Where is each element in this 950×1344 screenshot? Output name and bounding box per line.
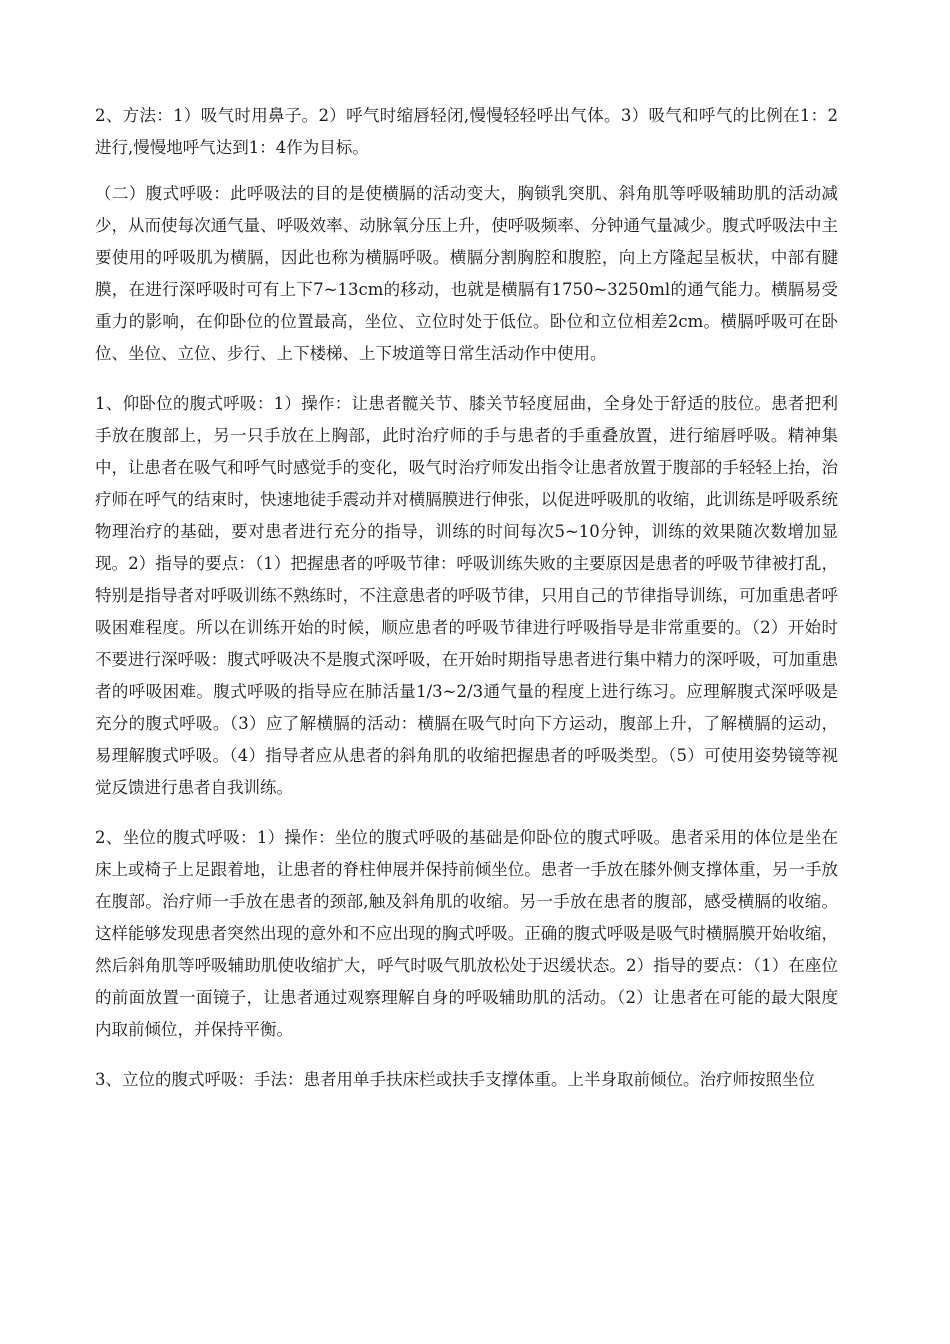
paragraph-standing-abdominal-breathing: 3、立位的腹式呼吸：手法：患者用单手扶床栏或扶手支撑体重。上半身取前倾位。治疗师按照坐位 bbox=[95, 1070, 815, 1089]
paragraph-sitting-abdominal-breathing: 2、坐位的腹式呼吸：1）操作：坐位的腹式呼吸的基础是仰卧位的腹式呼吸。患者采用的体位是坐在床上或椅子上足跟着地，让患者的脊柱伸展并保持前倾坐位。患者一手放在膝外侧支撑体重，另一手放在腹部。治疗师一手放在患者的颈部,触及斜角肌的收缩。另一手放在患者的腹部，感受横膈的收缩。这样能够发现患者突然出现的意外和不应出现的胸式呼吸。正确的腹式呼吸是吸气时横膈膜开始收缩，然后斜角肌等呼吸辅助肌使收缩扩大，呼气时吸气肌放松处于迟缓状态。2）指导的要点：（1）在座位的前面放置一面镜子，让患者通过观察理解自身的呼吸辅助肌的活动。（2）让患者在可能的最大限度内取前倾位，并保持平衡。 bbox=[95, 828, 838, 1039]
paragraph-method: 2、方法：1）吸气时用鼻子。2）呼气时缩唇轻闭,慢慢轻轻呼出气体。3）吸气和呼气的比例在1：2进行,慢慢地呼气达到1：4作为目标。 bbox=[95, 106, 838, 157]
paragraph-abdominal-breathing: （二）腹式呼吸：此呼吸法的目的是使横膈的活动变大，胸锁乳突肌、斜角肌等呼吸辅助肌的活动减少，从而使每次通气量、呼吸效率、动脉氧分压上升，使呼吸频率、分钟通气量减少。腹式呼吸法中主要使用的呼吸肌为横膈，因此也称为横膈呼吸。横膈分割胸腔和腹腔，向上方隆起呈板状，中部有腱膜，在进行深呼吸时可有上下7~13cm的移动，也就是横膈有1750~3250ml的通气能力。横膈易受重力的影响，在仰卧位的位置最高，坐位、立位时处于低位。卧位和立位相差2cm。横膈呼吸可在卧位、坐位、立位、步行、上下楼梯、上下坡道等日常生活动作中使用。 bbox=[95, 184, 838, 363]
paragraph-supine-abdominal-breathing: 1、仰卧位的腹式呼吸：1）操作：让患者髋关节、膝关节轻度屈曲，全身处于舒适的肢位。患者把利手放在腹部上，另一只手放在上胸部，此时治疗师的手与患者的手重叠放置，进行缩唇呼吸。精神集中，让患者在吸气和呼气时感觉手的变化，吸气时治疗师发出指令让患者放置于腹部的手轻轻上抬，治疗师在呼气的结束时，快速地徒手震动并对横膈膜进行伸张，以促进呼吸肌的收缩，此训练是呼吸系统物理治疗的基础，要对患者进行充分的指导，训练的时间每次5~10分钟，训练的效果随次数增加显现。2）指导的要点：（1）把握患者的呼吸节律：呼吸训练失败的主要原因是患者的呼吸节律被打乱，特别是指导者对呼吸训练不熟练时，不注意患者的呼吸节律，只用自己的节律指导训练，可加重患者呼吸困难程度。所以在训练开始的时候，顺应患者的呼吸节律进行呼吸指导是非常重要的。（2）开始时不要进行深呼吸：腹式呼吸决不是腹式深呼吸，在开始时期指导患者进行集中精力的深呼吸，可加重患者的呼吸困难。腹式呼吸的指导应在肺活量1/3~2/3通气量的程度上进行练习。应理解腹式深呼吸是充分的腹式呼吸。（3）应了解横膈的活动：横膈在吸气时向下方运动，腹部上升，了解横膈的运动，易理解腹式呼吸。（4）指导者应从患者的斜角肌的收缩把握患者的呼吸类型。（5）可使用姿势镜等视觉反馈进行患者自我训练。 bbox=[95, 394, 838, 797]
